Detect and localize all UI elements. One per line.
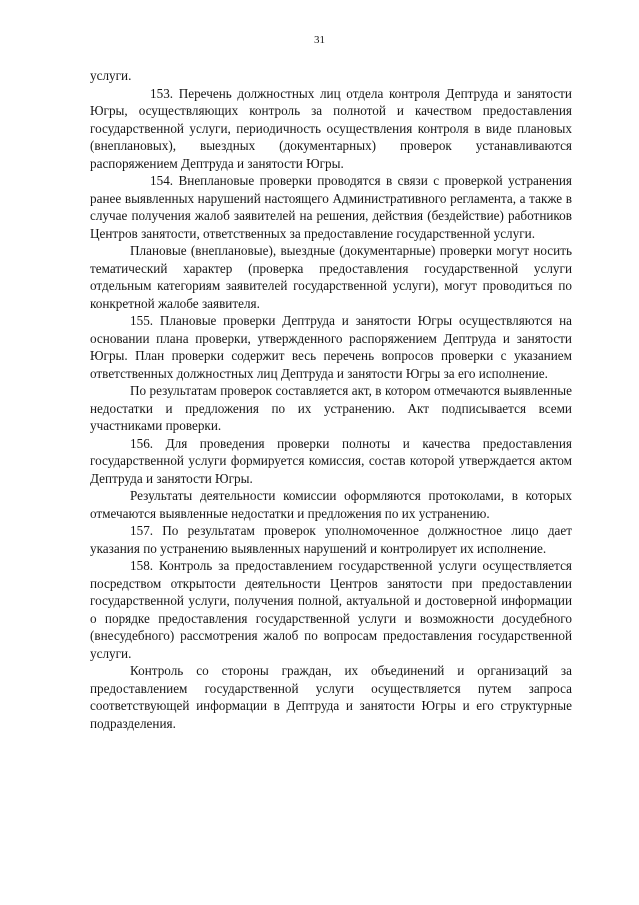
paragraph-continuation: услуги. <box>90 68 132 83</box>
paragraph-154: 154. Внеплановые проверки проводятся в связи с проверкой устранения ранее выявленных нарушений настоящего Административного регламента, а также в случае получения жалоб заявителей на решения, действия (бездействие) работников Центров занятости, ответственных за предоставление государственной услуги. <box>90 173 572 241</box>
paragraph-156: 156. Для проведения проверки полноты и качества предоставления государственной услуги формируется комиссия, состав которой утверждается актом Дептруда и занятости Югры. <box>90 435 572 486</box>
page-number: 31 <box>314 34 325 46</box>
paragraph-check-results: По результатам проверок составляется акт, в котором отмечаются выявленные недостатки и предложения по их устранению. Акт подписывается всеми участниками проверки. <box>90 383 572 433</box>
paragraph-planned-checks: Плановые (внеплановые), выездные (документарные) проверки могут носить тематический характер (проверка предоставления государственной услуги отдельным категориям заявителей государственной услуги), могут проводиться по конкретной жалобе заявителя. <box>90 243 572 311</box>
paragraph-153: 153. Перечень должностных лиц отдела контроля Дептруда и занятости Югры, осуществляющих контроль за полнотой и качеством предоставления государственной услуги, периодичность осуществления контроля в виде плановых (внеплановых), выездных (документарных) проверок устанавливаются распоряжением Дептруда и занятости Югры. <box>90 85 572 171</box>
paragraph-citizen-control: Контроль со стороны граждан, их объединений и организаций за предоставлением государственной услуги осуществляется путем запроса соответствующей информации в Дептруда и занятости Югры и его структурные подразделения. <box>90 663 572 731</box>
document-body <box>90 67 572 732</box>
paragraph-155: 155. Плановые проверки Дептруда и занятости Югры осуществляются на основании плана проверки, утвержденного распоряжением Дептруда и занятости Югры. План проверки содержит весь перечень вопросов проверки с указанием ответственных должностных лиц Дептруда и занятости Югры за его исполнение. <box>90 313 572 381</box>
paragraph-158: 158. Контроль за предоставлением государственной услуги осуществляется посредством открытости деятельности Центров занятости при предоставлении государственной услуги, получения полной, актуальной и достоверной информации о порядке предоставления государственной услуги и возможности досудебного (внесудебного) рассмотрения жалоб по вопросам предоставления государственной услуги. <box>90 558 572 661</box>
paragraph-commission-results: Результаты деятельности комиссии оформляются протоколами, в которых отмечаются выявленные недостатки и предложения по их устранению. <box>90 488 572 521</box>
paragraph-157: 157. По результатам проверок уполномоченное должностное лицо дает указания по устранению выявленных нарушений и контролирует их исполнение. <box>90 523 572 556</box>
